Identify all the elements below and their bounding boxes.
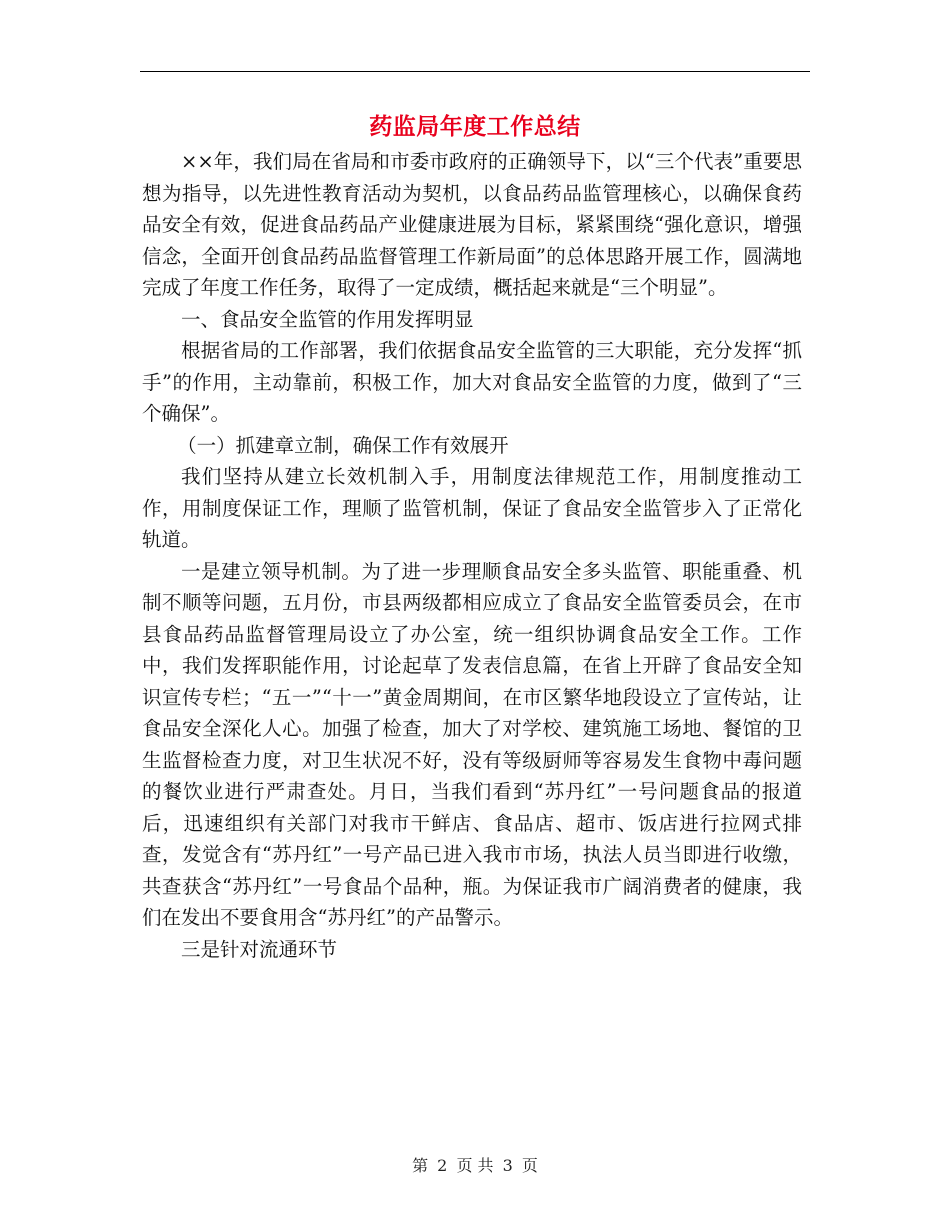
body-paragraph: 一是建立领导机制。为了进一步理顺食品安全多头监管、职能重叠、机制不顺等问题，五月份，市县两级都相应成立了食品安全监管委员会，在市县食品药品监督管理局设立了办公室，统一组织协调食品安全工作。工作中，我们发挥职能作用，讨论起草了发表信息篇，在省上开辟了食品安全知识宣传专栏；“五一”“十一”黄金周期间，在市区繁华地段设立了宣传站，让食品安全深化人心。加强了检查，加大了对学校、建筑施工场地、餐馆的卫生监督检查力度，对卫生状况不好，没有等级厨师等容易发生食物中毒问题的餐饮业进行严肃查处。月日，当我们看到“苏丹红”一号问题食品的报道后，迅速组织有关部门对我市干鲜店、食品店、超市、饭店进行拉网式排查，发觉含有“苏丹红”一号产品已进入我市市场，执法人员当即进行收缴，共查获含“苏丹红”一号食品个品种，瓶。为保证我市广阔消费者的健康，我们在发出不要食用含“苏丹红”的产品警示。 (142, 559, 802, 929)
current-page-number: 2 (437, 1156, 448, 1175)
footer-suffix: 页 (521, 1156, 538, 1175)
body-paragraph: 三是针对流通环节 (181, 937, 338, 961)
header-rule (140, 71, 810, 72)
footer-middle: 页 共 (456, 1156, 494, 1175)
subsection-heading: （一）抓建章立制，确保工作有效展开 (177, 433, 509, 457)
body-paragraph: 根据省局的工作部署，我们依据食品安全监管的三大职能，充分发挥“抓手”的作用，主动靠前，积极工作，加大对食品安全监管的力度，做到了“三个确保”。 (142, 339, 802, 425)
section-heading: 一、食品安全监管的作用发挥明显 (181, 307, 474, 331)
total-pages-number: 3 (502, 1156, 513, 1175)
intro-paragraph: ××年，我们局在省局和市委市政府的正确领导下，以“三个代表”重要思想为指导，以先进性教育活动为契机，以食品药品监管理核心，以确保食药品安全有效，促进食品药品产业健康进展为目标，紧紧围绕“强化意识，增强信念，全面开创食品药品监督管理工作新局面”的总体思路开展工作，圆满地完成了年度工作任务，取得了一定成绩，概括起来就是“三个明显”。 (142, 150, 802, 299)
body-paragraph: 我们坚持从建立长效机制入手，用制度法律规范工作，用制度推动工作，用制度保证工作，理顺了监管机制，保证了食品安全监管步入了正常化轨道。 (142, 465, 802, 551)
page-footer (0, 1153, 950, 1176)
document-title: 药监局年度工作总结 (369, 113, 581, 140)
footer-prefix: 第 (412, 1156, 429, 1175)
document-body (142, 146, 802, 965)
